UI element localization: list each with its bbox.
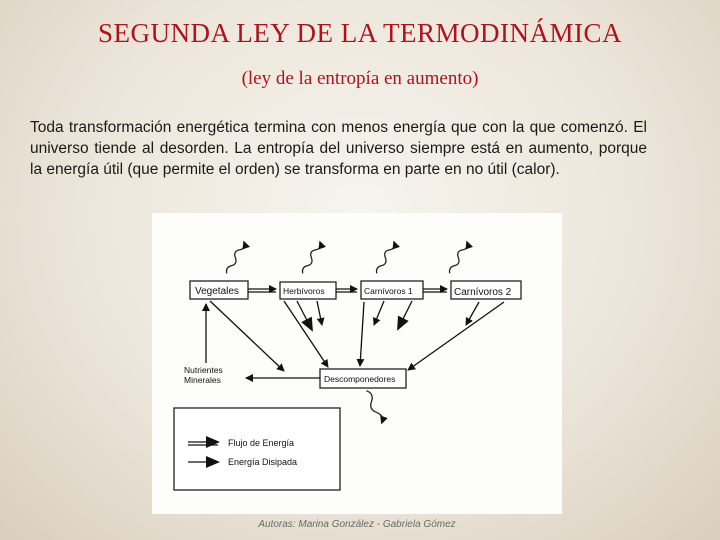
heat-squiggle — [364, 389, 385, 424]
legend-flujo-label: Flujo de Energía — [228, 438, 295, 448]
slide-subtitle: (ley de la entropía en aumento) — [241, 68, 479, 89]
body-paragraph: Toda transformación energética termina con menos energía que con la que comenzó. El universo tiende al desorden. La entropía del universo siempre está en aumento, porque la energía útil (que permite el orden) se transforma en parte en no útil (calor). — [30, 119, 647, 178]
slide-title: SEGUNDA LEY DE LA TERMODINÁMICA — [98, 18, 622, 48]
footer-authors: Autoras: Marina González - Gabriela Gómez — [258, 519, 456, 530]
node-carnivoros-2: Carnívoros 2 — [454, 287, 512, 298]
node-vegetales: Vegetales — [195, 286, 239, 297]
trophic-boxes — [174, 281, 521, 490]
node-herbivoros: Herbívoros — [283, 286, 325, 296]
node-descomponedores: Descomponedores — [324, 374, 396, 384]
node-nutrientes: Nutrientes — [184, 365, 223, 375]
energy-flow-diagram — [152, 213, 562, 514]
node-carnivoros-1: Carnívoros 1 — [364, 286, 413, 296]
legend-disipada-label: Energía Disipada — [228, 457, 298, 467]
down-arrows — [206, 301, 504, 378]
node-minerales: Minerales — [184, 375, 221, 385]
incoming-energy-arrows — [225, 240, 469, 275]
